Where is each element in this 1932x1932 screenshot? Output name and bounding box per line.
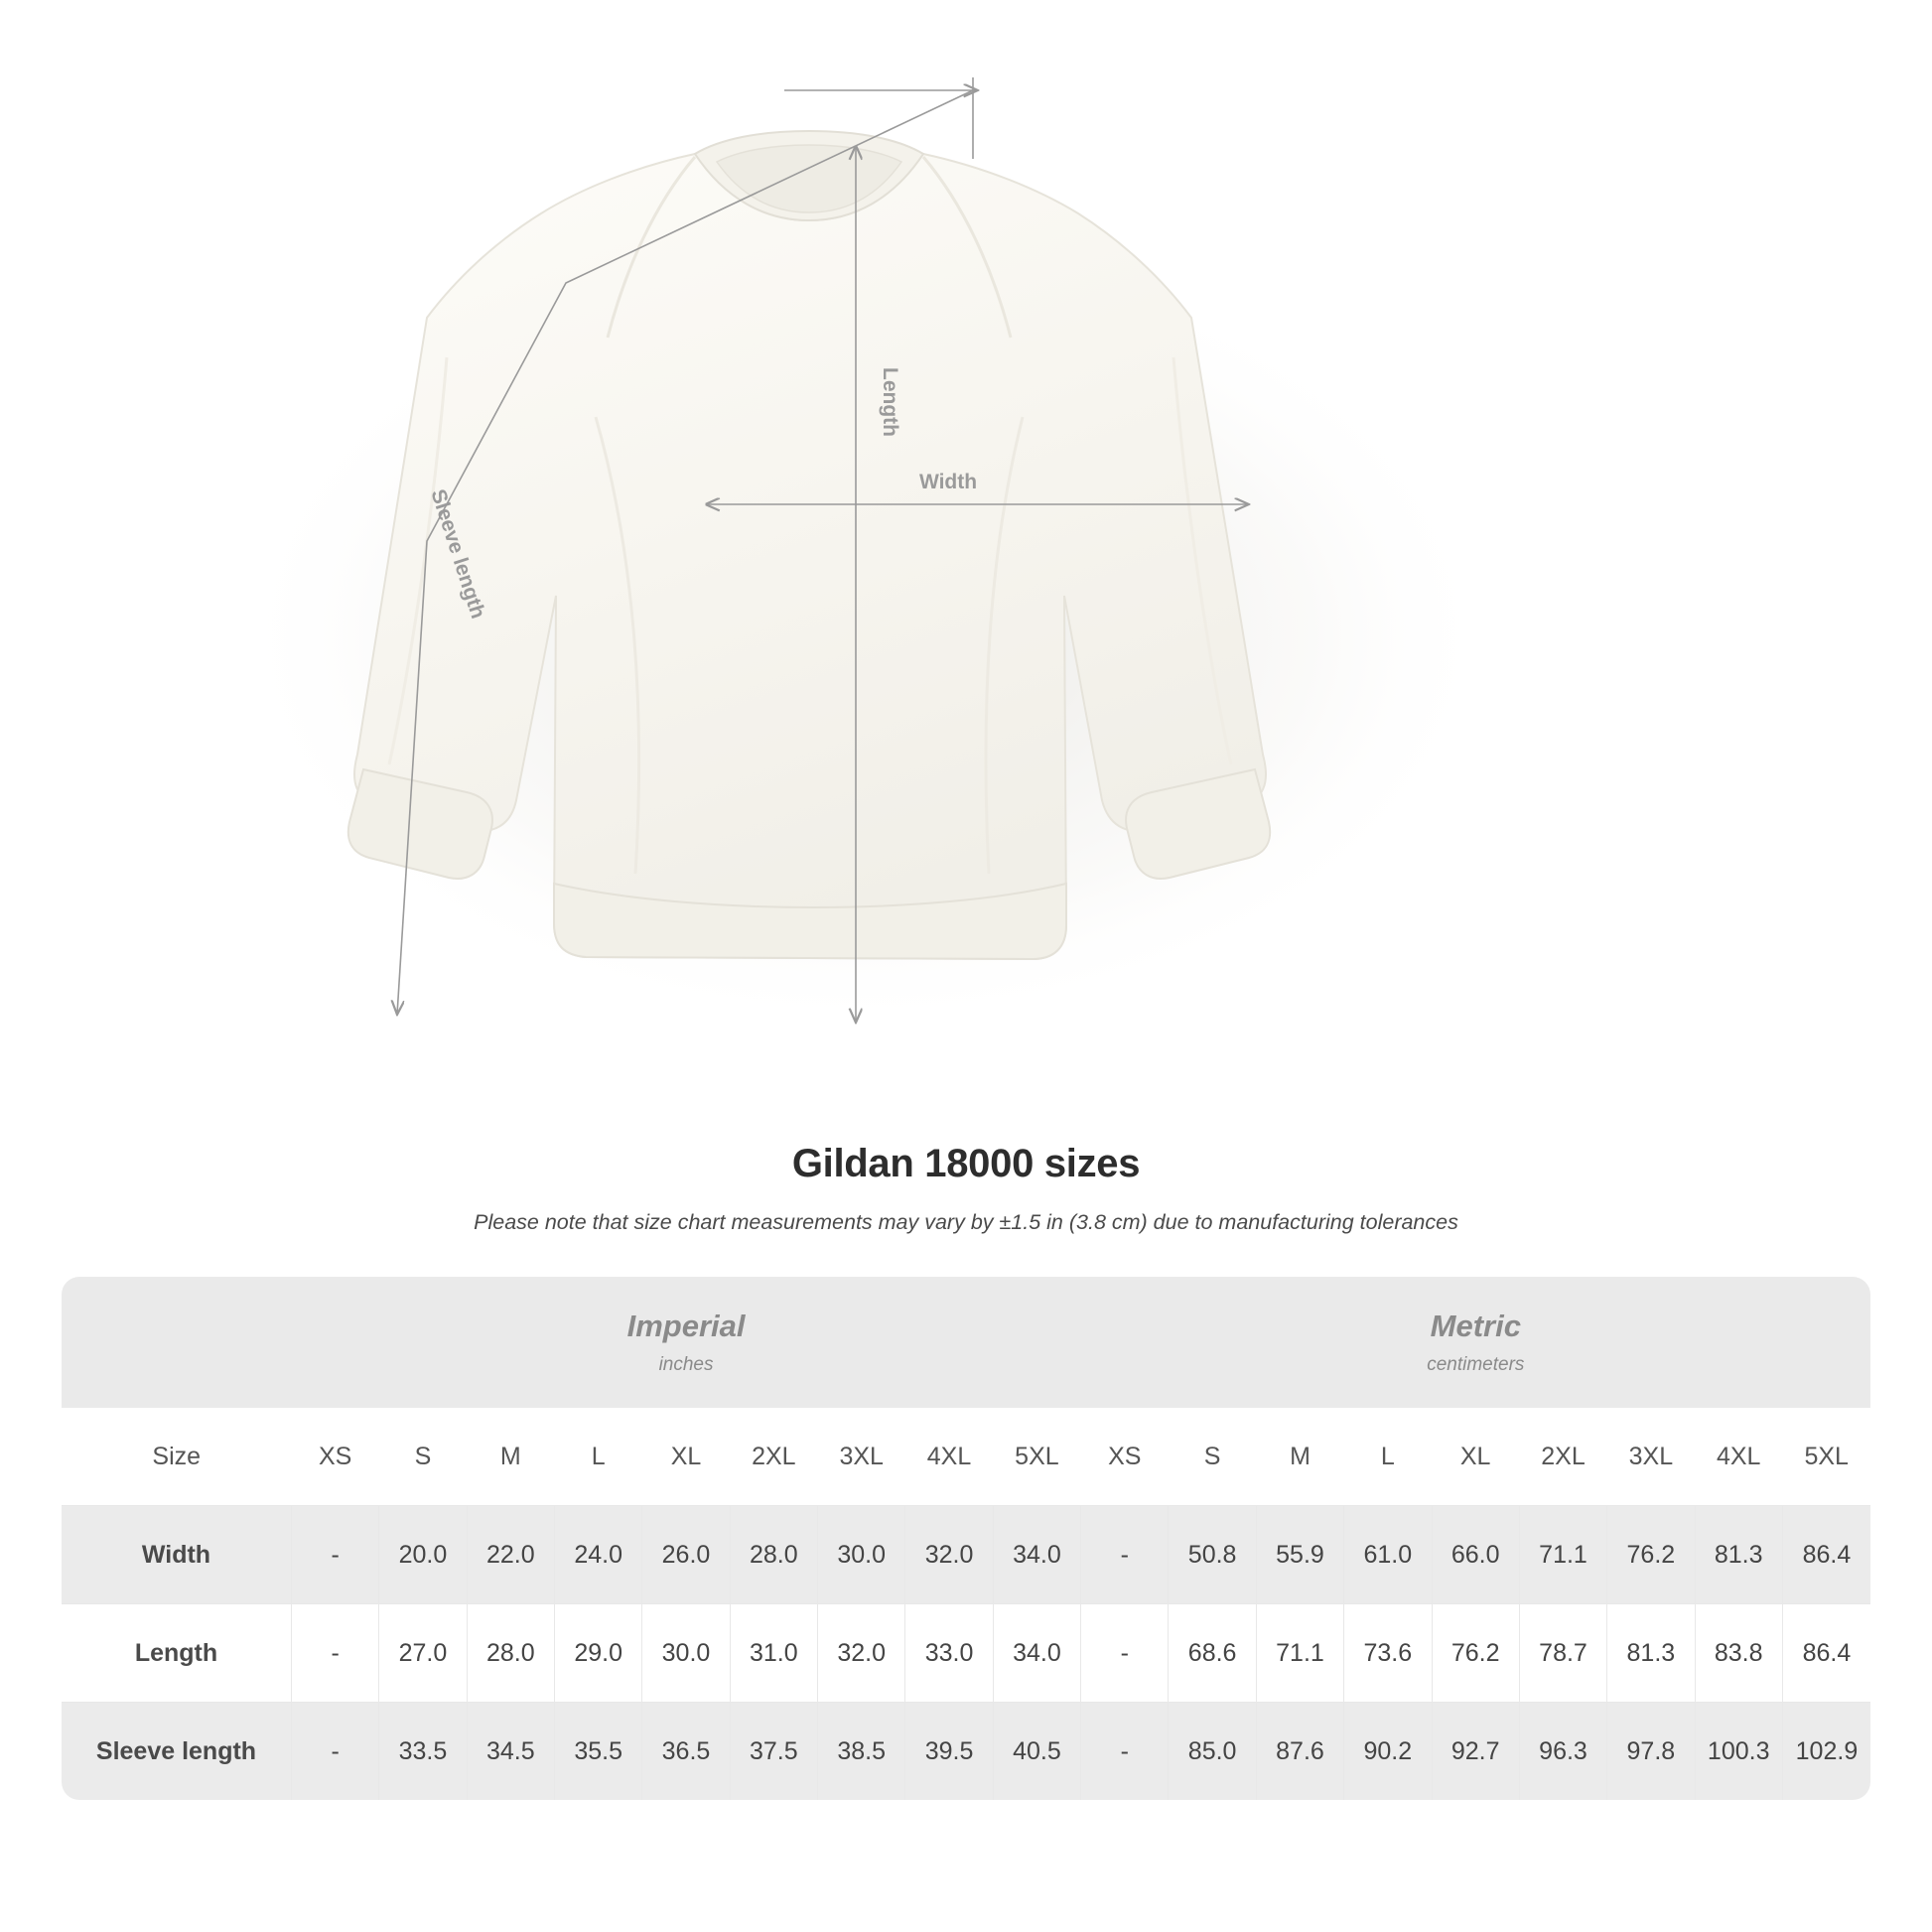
cell-sleeve-imperial: 40.5 [993, 1703, 1080, 1801]
size-header-cell: XS [1081, 1408, 1169, 1506]
row-label-length: Length [62, 1604, 291, 1703]
cell-length-metric: 73.6 [1344, 1604, 1432, 1703]
cell-width-imperial: 26.0 [642, 1506, 730, 1604]
size-header-cell: XL [1432, 1408, 1519, 1506]
size-table [62, 1277, 1870, 1800]
cell-length-imperial: 32.0 [818, 1604, 905, 1703]
cell-width-imperial: 30.0 [818, 1506, 905, 1604]
unit-name-metric: Metric [1430, 1309, 1521, 1343]
width-label: Width [918, 471, 978, 493]
title-block [0, 1142, 1932, 1235]
cell-sleeve-metric: 87.6 [1256, 1703, 1343, 1801]
size-header-cell: M [467, 1408, 554, 1506]
size-header-label: Size [62, 1408, 291, 1506]
cell-sleeve-imperial: 38.5 [818, 1703, 905, 1801]
size-header-cell: 5XL [1782, 1408, 1870, 1506]
cell-width-metric: 81.3 [1695, 1506, 1782, 1604]
table-row-length [62, 1604, 1870, 1703]
cell-sleeve-metric: - [1081, 1703, 1169, 1801]
cell-width-imperial: - [291, 1506, 378, 1604]
cell-sleeve-imperial: 35.5 [554, 1703, 641, 1801]
table-row-width [62, 1506, 1870, 1604]
size-header-cell: 4XL [905, 1408, 993, 1506]
cell-width-imperial: 28.0 [730, 1506, 817, 1604]
cell-width-imperial: 34.0 [993, 1506, 1080, 1604]
cell-length-imperial: 27.0 [379, 1604, 467, 1703]
size-header-cell: XL [642, 1408, 730, 1506]
cell-width-metric: 71.1 [1519, 1506, 1606, 1604]
cell-sleeve-imperial: 37.5 [730, 1703, 817, 1801]
cell-width-metric: 86.4 [1782, 1506, 1870, 1604]
cell-length-metric: 83.8 [1695, 1604, 1782, 1703]
size-header-cell: L [554, 1408, 641, 1506]
cell-length-imperial: 30.0 [642, 1604, 730, 1703]
unit-header-metric [1081, 1277, 1870, 1408]
cell-width-metric: 50.8 [1169, 1506, 1256, 1604]
size-header-cell: 5XL [993, 1408, 1080, 1506]
row-label-sleeve-length: Sleeve length [62, 1703, 291, 1801]
unit-header-imperial [291, 1277, 1080, 1408]
cell-length-metric: 86.4 [1782, 1604, 1870, 1703]
cell-width-metric: 76.2 [1607, 1506, 1695, 1604]
cell-length-metric: 78.7 [1519, 1604, 1606, 1703]
cell-length-imperial: - [291, 1604, 378, 1703]
row-label-width: Width [62, 1506, 291, 1604]
cell-length-imperial: 29.0 [554, 1604, 641, 1703]
cell-sleeve-imperial: 39.5 [905, 1703, 993, 1801]
size-header-cell: 3XL [818, 1408, 905, 1506]
cell-width-imperial: 22.0 [467, 1506, 554, 1604]
cell-width-metric: - [1081, 1506, 1169, 1604]
cell-sleeve-metric: 92.7 [1432, 1703, 1519, 1801]
size-header-cell: 4XL [1695, 1408, 1782, 1506]
cell-width-metric: 61.0 [1344, 1506, 1432, 1604]
cell-sleeve-metric: 100.3 [1695, 1703, 1782, 1801]
size-header-cell: 3XL [1607, 1408, 1695, 1506]
cell-width-metric: 55.9 [1256, 1506, 1343, 1604]
cell-sleeve-metric: 97.8 [1607, 1703, 1695, 1801]
cell-width-imperial: 32.0 [905, 1506, 993, 1604]
size-header-cell: S [1169, 1408, 1256, 1506]
cell-length-imperial: 28.0 [467, 1604, 554, 1703]
cell-sleeve-metric: 90.2 [1344, 1703, 1432, 1801]
cell-width-imperial: 20.0 [379, 1506, 467, 1604]
size-header-cell: L [1344, 1408, 1432, 1506]
unit-sub-metric: centimeters [1427, 1354, 1525, 1375]
cell-sleeve-imperial: 33.5 [379, 1703, 467, 1801]
cell-sleeve-imperial: - [291, 1703, 378, 1801]
cell-length-imperial: 34.0 [993, 1604, 1080, 1703]
size-header-cell: XS [291, 1408, 378, 1506]
cell-length-metric: - [1081, 1604, 1169, 1703]
cell-sleeve-metric: 102.9 [1782, 1703, 1870, 1801]
size-header-row [62, 1408, 1870, 1506]
table-row-sleeve-length [62, 1703, 1870, 1801]
cell-length-metric: 68.6 [1169, 1604, 1256, 1703]
cell-length-metric: 71.1 [1256, 1604, 1343, 1703]
measurement-note: Please note that size chart measurements may vary by ±1.5 in (3.8 cm) due to manufacturing tolerances [474, 1210, 1458, 1234]
cell-sleeve-imperial: 34.5 [467, 1703, 554, 1801]
size-header-cell: M [1256, 1408, 1343, 1506]
cell-sleeve-imperial: 36.5 [642, 1703, 730, 1801]
cell-length-metric: 76.2 [1432, 1604, 1519, 1703]
length-label: Length [879, 367, 901, 437]
cell-length-metric: 81.3 [1607, 1604, 1695, 1703]
size-header-cell: 2XL [1519, 1408, 1606, 1506]
unit-name-imperial: Imperial [626, 1309, 746, 1343]
page-title: Gildan 18000 sizes [791, 1142, 1141, 1185]
size-header-cell: S [379, 1408, 467, 1506]
cell-sleeve-metric: 85.0 [1169, 1703, 1256, 1801]
size-header-cell: 2XL [730, 1408, 817, 1506]
sleeve-length-label: Sleeve length [426, 486, 490, 621]
size-table-container [62, 1277, 1870, 1800]
cell-width-imperial: 24.0 [554, 1506, 641, 1604]
unit-header-row [62, 1277, 1870, 1408]
unit-sub-imperial: inches [658, 1354, 714, 1375]
cell-length-imperial: 33.0 [905, 1604, 993, 1703]
cell-sleeve-metric: 96.3 [1519, 1703, 1606, 1801]
cell-width-metric: 66.0 [1432, 1506, 1519, 1604]
unit-header-spacer [62, 1277, 291, 1408]
cell-length-imperial: 31.0 [730, 1604, 817, 1703]
